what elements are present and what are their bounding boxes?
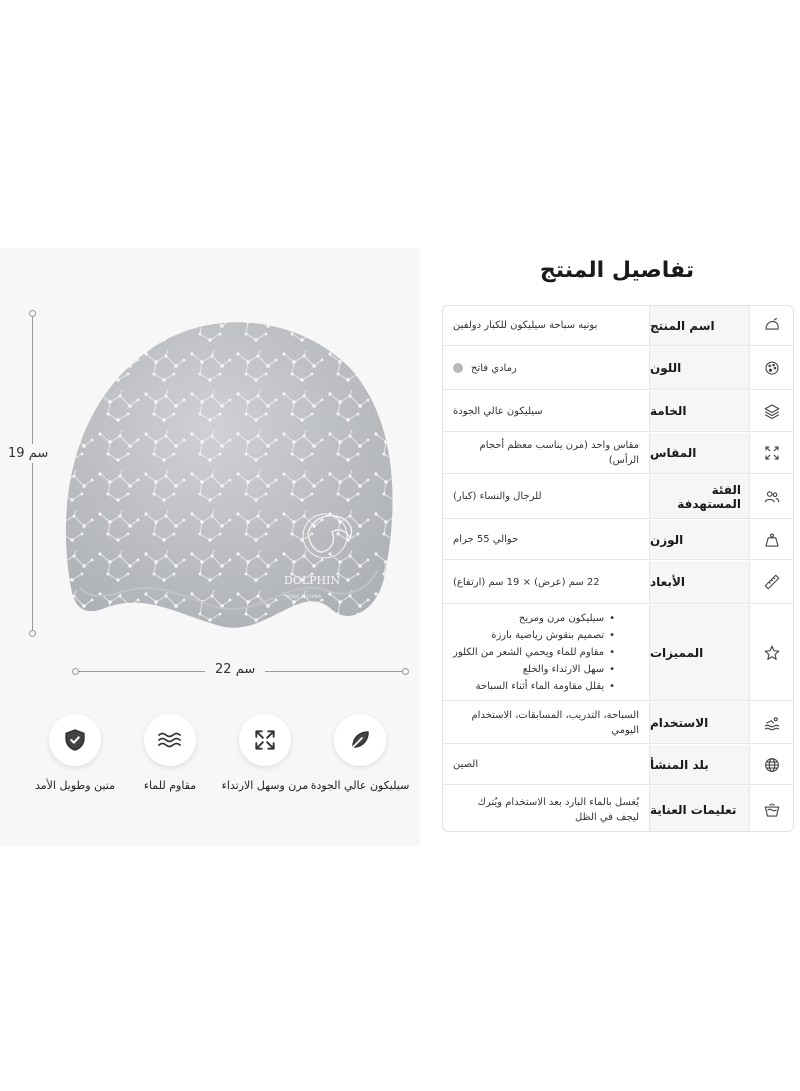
height-dimension-label: 19 سم [8, 446, 49, 461]
feature-item [25, 714, 125, 794]
table-row [443, 745, 793, 785]
table-row [443, 347, 793, 390]
row-label: الوزن [649, 520, 749, 559]
row-label: الأبعاد [649, 561, 749, 603]
weight-icon [749, 520, 793, 559]
list-item: • يقلل مقاومة الماء أثناء السباحة [453, 678, 615, 695]
expand-arrows-icon [239, 714, 291, 766]
row-label: الفئة المستهدفة [649, 475, 749, 518]
users-icon [749, 475, 793, 518]
table-row [443, 605, 793, 701]
table-row [443, 475, 793, 519]
height-dimension-top-marker [29, 310, 36, 317]
row-value: للرجال والنساء (كبار) [453, 491, 542, 502]
feature-item [215, 714, 315, 794]
row-label: اللون [649, 347, 749, 389]
row-label: المقاس [649, 433, 749, 473]
list-item: • تصميم بنقوش رياضية بارزة [453, 627, 615, 644]
ruler-icon [749, 561, 793, 603]
width-dimension-right-marker [402, 668, 409, 675]
feature-highlights [10, 714, 410, 834]
row-label: المميزات [649, 605, 749, 700]
table-row [443, 786, 793, 832]
row-value: 22 سم (عرض) × 19 سم (ارتفاع) [453, 576, 600, 588]
shield-check-icon [49, 714, 101, 766]
product-image-panel [0, 248, 420, 846]
color-swatch [453, 363, 463, 373]
details-title: تفاصيل المنتج [539, 258, 695, 283]
feature-label: مرن وسهل الارتداء [221, 779, 309, 792]
features-list [453, 610, 615, 695]
height-dimension-line [32, 314, 33, 634]
feature-label: مقاوم للماء [143, 779, 197, 792]
row-label: اسم المنتج [649, 306, 749, 345]
feature-label: سيليكون عالي الجودة [310, 779, 410, 792]
row-label: بلد المنشأ [649, 745, 749, 784]
feature-label: متين وطويل الأمد [34, 779, 116, 792]
color-value-text: رمادي فاتح [471, 362, 517, 374]
table-row [443, 561, 793, 604]
expand-icon [749, 433, 793, 473]
width-dimension-left-marker [72, 668, 79, 675]
star-icon [749, 605, 793, 700]
table-row [443, 433, 793, 474]
row-value: بونيه سباحة سيليكون للكبار دولفين [453, 320, 598, 331]
row-value: يُغسل بالماء البارد بعد الاستخدام ويُترك ليجف في الظل [477, 796, 639, 823]
table-row [443, 520, 793, 560]
list-item: • سيليكون مرن ومريح [453, 610, 615, 627]
leaf-icon [334, 714, 386, 766]
details-table [442, 305, 794, 832]
swimmer-icon [749, 702, 793, 743]
height-dimension-bottom-marker [29, 630, 36, 637]
row-label: الاستخدام [649, 702, 749, 743]
waves-icon [144, 714, 196, 766]
wash-icon [749, 786, 793, 832]
feature-item [310, 714, 410, 794]
row-value: حوالي 55 جرام [453, 534, 519, 545]
table-row [443, 702, 793, 744]
row-value [443, 605, 649, 700]
table-row [443, 306, 793, 346]
swim-cap-image [50, 308, 410, 648]
layers-icon [749, 391, 793, 431]
row-label: تعليمات العناية [649, 786, 749, 832]
table-row [443, 391, 793, 432]
list-item: • مقاوم للماء ويحمي الشعر من الكلور [453, 644, 615, 661]
made-in-text: MADE IN CHINA [286, 595, 322, 600]
width-dimension-label: 22 سم [205, 662, 265, 677]
row-value: سيليكون عالي الجودة [453, 405, 543, 417]
globe-icon [749, 745, 793, 784]
feature-item [120, 714, 220, 794]
brand-text: DOLPHIN [284, 574, 341, 587]
row-value: السباحة، التدريب، المسابقات، الاستخدام اليومي [471, 709, 639, 736]
row-value [443, 347, 649, 389]
list-item: • سهل الارتداء والخلع [453, 661, 615, 678]
row-label: الخامة [649, 391, 749, 431]
cap-icon [749, 306, 793, 345]
row-value: مقاس واحد (مرن يناسب معظم أحجام الرأس) [479, 440, 639, 466]
palette-icon [749, 347, 793, 389]
row-value: الصين [453, 759, 479, 770]
